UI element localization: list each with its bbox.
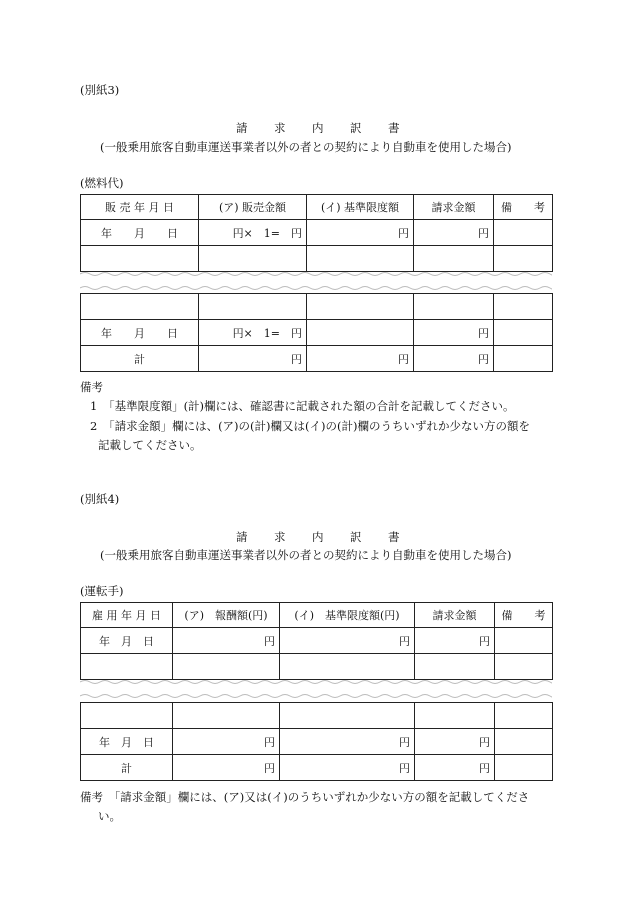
title-char: 訳 (350, 530, 362, 544)
title-char: 内 (312, 530, 324, 544)
claim-cell: 円 (414, 220, 494, 246)
claim-cell: 円 (414, 320, 494, 346)
remarks-cell (495, 628, 553, 654)
table-header-row (81, 603, 553, 628)
table-header-row (81, 195, 553, 220)
table-row (81, 729, 553, 755)
title-char: 内 (312, 121, 324, 135)
fuel-table-lower (80, 293, 553, 372)
total-claim: 円 (414, 346, 494, 372)
title-char: 求 (274, 530, 286, 544)
table-row (81, 654, 553, 680)
claim-cell: 円 (415, 729, 495, 755)
driver-table-upper (80, 602, 553, 680)
remarks-cell (495, 729, 553, 755)
sales-cell: 円× 1= 円 (199, 320, 307, 346)
table-break-wave (80, 270, 552, 292)
total-limit: 円 (280, 755, 415, 781)
remarks-cell (494, 320, 553, 346)
doc1-section-label: (燃料代) (80, 176, 124, 190)
title-char: 請 (236, 121, 248, 135)
total-sales: 円 (199, 346, 307, 372)
col-header-claim: 請求金額 (414, 195, 494, 220)
driver-table-lower (80, 702, 553, 781)
date-cell: 年 月 日 (81, 320, 199, 346)
limit-cell: 円 (280, 628, 415, 654)
table-row (81, 703, 553, 729)
table-row (81, 246, 553, 272)
total-claim: 円 (415, 755, 495, 781)
fee-cell: 円 (173, 729, 280, 755)
total-limit: 円 (307, 346, 414, 372)
doc1-notes-heading: 備考 (80, 380, 103, 394)
col-header-hire-date: 雇 用 年 月 日 (81, 603, 173, 628)
col-header-limit: (イ) 基準限度額 (307, 195, 414, 220)
fee-cell: 円 (173, 628, 280, 654)
doc1-note-2-cont: 記載してください。 (98, 438, 202, 452)
col-header-claim: 請求金額 (415, 603, 495, 628)
total-fee: 円 (173, 755, 280, 781)
table-row (81, 220, 553, 246)
doc1-note-2: 2 「請求金額」欄には、(ア)の(計)欄又は(イ)の(計)欄のうちいずれか少ない方の額を (90, 419, 530, 433)
total-remarks (494, 346, 553, 372)
title-char: 訳 (350, 121, 362, 135)
total-label: 計 (81, 755, 173, 781)
title-char: 書 (388, 530, 400, 544)
total-row (81, 755, 553, 781)
col-header-limit: (イ) 基準限度額(円) (280, 603, 415, 628)
attachment-label-4: (別紙4) (80, 492, 120, 506)
table-row (81, 294, 553, 320)
sales-cell: 円× 1= 円 (199, 220, 307, 246)
doc2-section-label: (運転手) (80, 584, 124, 598)
claim-cell: 円 (415, 628, 495, 654)
total-label: 計 (81, 346, 199, 372)
remarks-cell (494, 220, 553, 246)
table-row (81, 628, 553, 654)
doc2-subtitle: (一般乗用旅客自動車運送事業者以外の者との契約により自動車を使用した場合) (100, 548, 512, 562)
limit-cell: 円 (307, 220, 414, 246)
fuel-table-upper (80, 194, 553, 272)
doc2-note: 備考 「請求金額」欄には、(ア)又は(イ)のうちいずれか少ない方の額を記載してくださ (80, 790, 530, 804)
title-char: 請 (236, 530, 248, 544)
table-break-wave (80, 678, 552, 700)
date-cell: 年 月 日 (81, 220, 199, 246)
attachment-label-3: (別紙3) (80, 83, 120, 97)
doc2-note-cont: い。 (98, 809, 121, 823)
doc1-note-1: 1 「基準限度額」(計)欄には、確認書に記載された額の合計を記載してください。 (90, 399, 515, 413)
title-char: 求 (274, 121, 286, 135)
date-cell: 年 月 日 (81, 628, 173, 654)
col-header-sale-amount: (ア) 販売金額 (199, 195, 307, 220)
col-header-remarks: 備 考 (494, 195, 553, 220)
doc1-subtitle: (一般乗用旅客自動車運送事業者以外の者との契約により自動車を使用した場合) (100, 140, 512, 154)
col-header-fee: (ア) 報酬額(円) (173, 603, 280, 628)
total-row (81, 346, 553, 372)
col-header-remarks: 備 考 (495, 603, 553, 628)
title-char: 書 (388, 121, 400, 135)
limit-cell: 円 (280, 729, 415, 755)
date-cell: 年 月 日 (81, 729, 173, 755)
table-row (81, 320, 553, 346)
limit-cell (307, 320, 414, 346)
total-remarks (495, 755, 553, 781)
col-header-sale-date: 販 売 年 月 日 (81, 195, 199, 220)
